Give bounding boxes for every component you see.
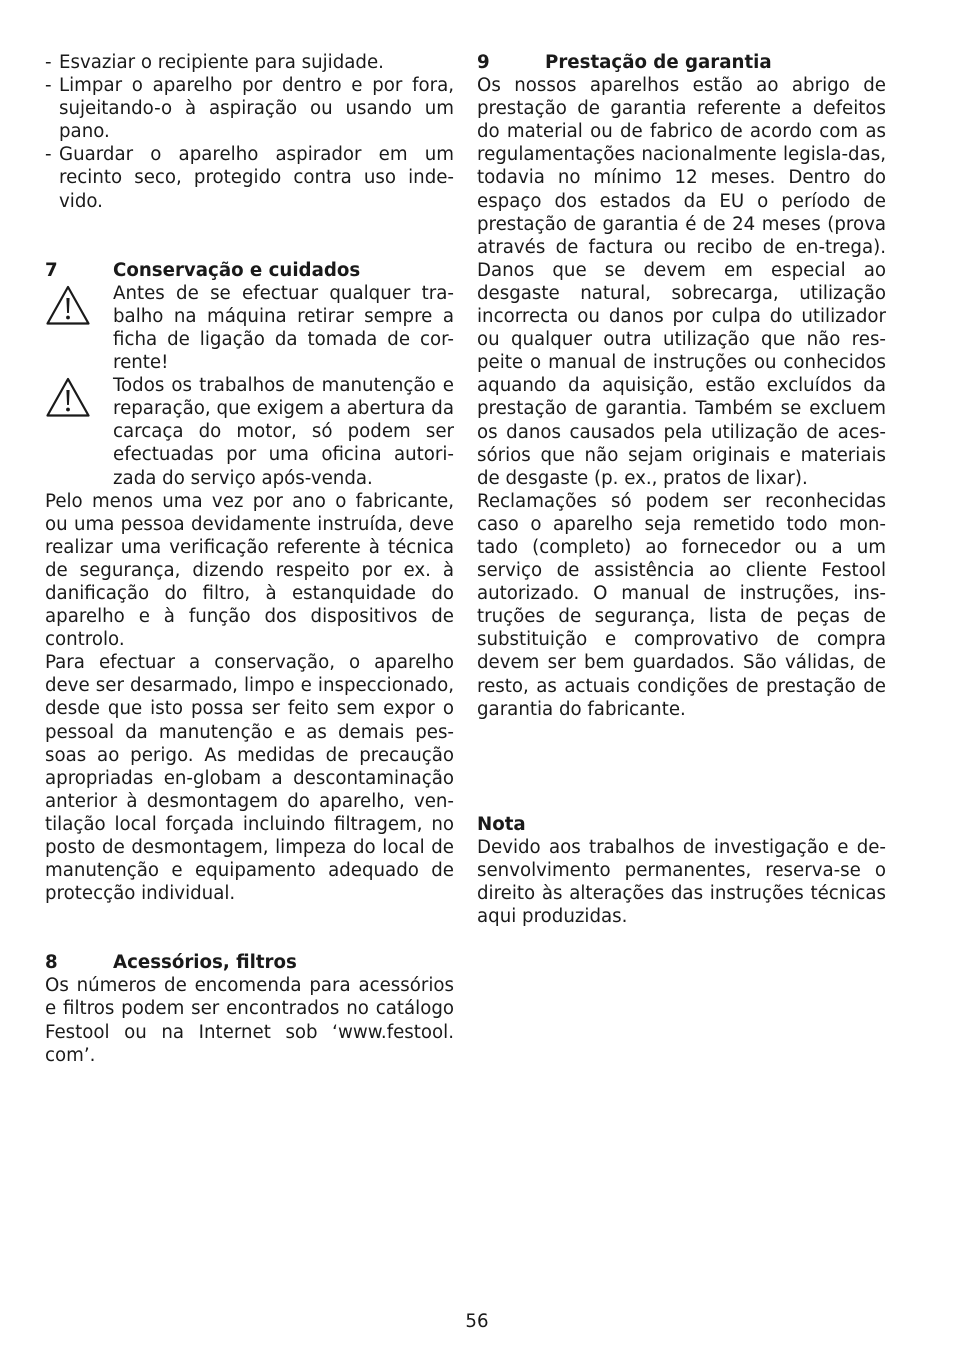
section-number: 8: [45, 952, 58, 974]
body-paragraph: Para efectuar a conservação, o aparelho deve ser desarmado, limpo e inspeccionado, desde que isto possa ser feito sem expor o pessoal da manutenção e as demais pes-soas ao perigo. As medidas de precaução apropriadas en-globam a descontaminação anterior à desmontagem do aparelho, ven-tilação local forçada incluindo filtragem, no posto de desmontagem, limpeza do local de manutenção e equipamento adequado de protecção individual.: [45, 652, 454, 905]
section-number: 7: [45, 259, 58, 281]
section-title: Conservação e cuidados: [113, 259, 361, 281]
warning-triangle-icon: [45, 374, 113, 489]
section-8-heading: [45, 951, 454, 974]
warning-block: [45, 282, 454, 374]
note-heading: [477, 813, 886, 836]
warning-block: [45, 374, 454, 489]
section-number: 9: [477, 52, 490, 73]
section-7-heading: [45, 259, 454, 282]
bullet-item: - Guardar o aparelho aspirador em um recinto seco, protegido contra uso inde-vido.: [45, 143, 454, 212]
right-column: [477, 51, 886, 928]
warning-text: Todos os trabalhos de manutenção e reparação, que exigem a abertura da carcaça do motor, só podem ser efectuadas por uma oficina autori-zada do serviço após-venda.: [113, 375, 454, 489]
body-paragraph: Pelo menos uma vez por ano o fabricante, ou uma pessoa devidamente instruída, deve realizar uma verificação referente à técnica de segurança, dizendo respeito por ex. à danificação do filtro, à estanquidade do aparelho e à função dos dispositivos de controlo.: [45, 490, 454, 651]
warning-triangle-icon: [45, 282, 113, 374]
body-paragraph: Reclamações só podem ser reconhecidas caso o aparelho seja remetido todo mon-tado (completo) ao fornecedor ou a um serviço de assistência ao cliente Festool autorizado. O manual de instruções, ins-truções de segurança, lista de peças de substituição e comprovativo de compra devem ser bem guardados. São válidas, de resto, as actuais condições de prestação de garantia do fabricante.: [477, 490, 886, 720]
section-9-heading: [477, 51, 886, 74]
note-title: Nota: [477, 813, 526, 835]
body-paragraph: Os nossos aparelhos estão ao abrigo de prestação de garantia referente a defeitos do material ou de fabrico de acordo com as regulamentações nacionalmente legisla-das, todavia no mínimo 12 meses. Dentro do espaço dos estados da EU o período de prestação de garantia é de 24 meses (prova através de factura ou recibo de en-trega). Danos que se devem em especial ao desgaste natural, sobrecarga, utilização incorrecta ou danos por culpa do utilizador ou qualquer outra utilização que não res-peite o manual de instruções ou conhecidos aquando da aquisição, estão excluídos da prestação de garantia. Também se excluem os danos causados pela utilização de aces-sórios que não sejam originais e materiais de desgaste (p. ex., pratos de lixar).: [477, 75, 886, 489]
note-paragraph: Devido aos trabalhos de investigação e de-senvolvimento permanentes, reserva-se o direito às alterações das instruções técnicas aqui produzidas.: [477, 836, 886, 928]
section-title: Prestação de garantia: [545, 52, 772, 73]
bullet-item: - Limpar o aparelho por dentro e por fora, sujeitando-o à aspiração ou usando um pano.: [45, 74, 454, 143]
bullet-item: - Esvaziar o recipiente para sujidade.: [45, 51, 454, 74]
left-column: [45, 51, 454, 1067]
page-number: 56: [465, 1311, 489, 1332]
warning-text: Antes de se efectuar qualquer tra-balho na máquina retirar sempre a ficha de ligação da tomada de cor-rente!: [113, 282, 454, 374]
section-title: Acessórios, filtros: [113, 952, 297, 974]
cleanup-bullet-list: [45, 51, 454, 213]
body-paragraph: Os números de encomenda para acessórios e filtros podem ser encontrados no catálogo Festool ou na Internet sob ‘www.festool. com’.: [45, 975, 454, 1066]
